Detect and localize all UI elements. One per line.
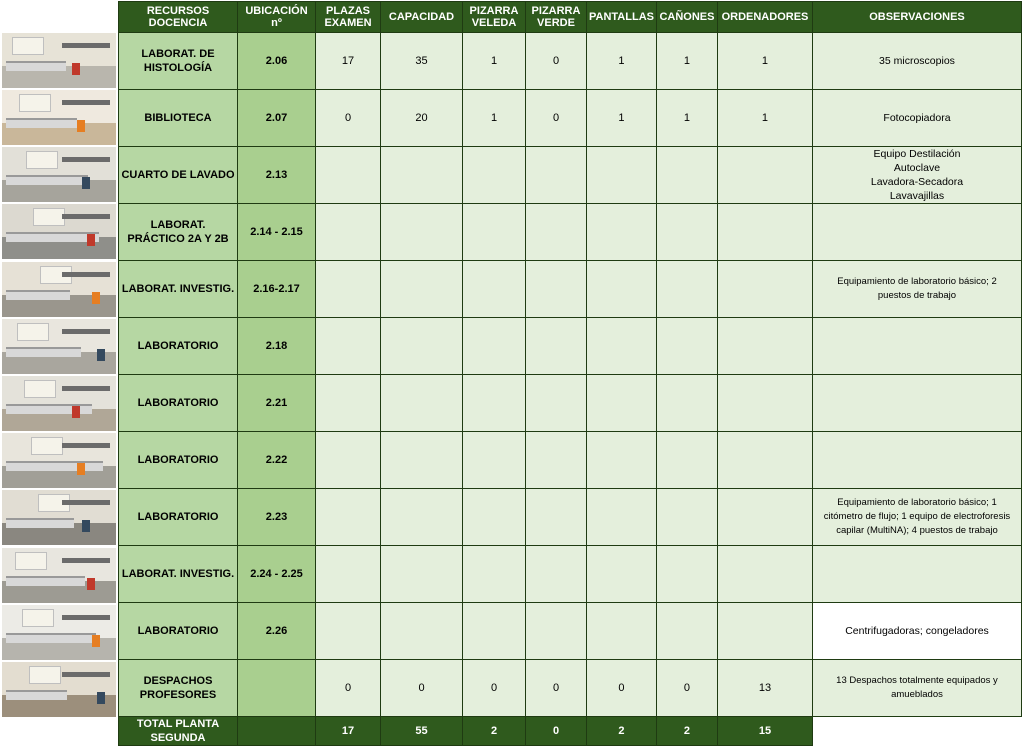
observacion-line: Fotocopiadora (883, 112, 951, 124)
ubicacion-cell: 2.06 (238, 33, 316, 90)
header-recursos: RECURSOS DOCENCIA (119, 2, 238, 33)
header-pizarra-verde: PIZARRA VERDE (526, 2, 587, 33)
plazas-cell (316, 432, 381, 489)
plazas-cell (316, 318, 381, 375)
plazas-cell: 17 (316, 33, 381, 90)
header-canones: CAÑONES (656, 2, 717, 33)
ubicacion-cell: 2.26 (238, 603, 316, 660)
table-row (119, 33, 1022, 90)
room-photo (2, 33, 116, 88)
veleda-cell (463, 261, 526, 318)
pantallas-cell (587, 204, 657, 261)
verde-cell (526, 318, 587, 375)
table-row (119, 603, 1022, 660)
room-photo (2, 490, 116, 545)
room-photo (2, 433, 116, 488)
header-row (119, 2, 1022, 33)
total-label: TOTAL PLANTA SEGUNDA (119, 717, 238, 746)
table-row (119, 204, 1022, 261)
verde-cell: 0 (526, 90, 587, 147)
capacidad-cell (381, 546, 463, 603)
veleda-cell (463, 375, 526, 432)
capacidad-cell (381, 603, 463, 660)
recurso-cell: LABORAT. INVESTIG. (119, 546, 238, 603)
ubicacion-cell: 2.23 (238, 489, 316, 546)
ubicacion-cell: 2.16-2.17 (238, 261, 316, 318)
room-photo (2, 605, 116, 660)
ubicacion-cell: 2.24 - 2.25 (238, 546, 316, 603)
observacion-line: capilar (MultiNA); 4 puestos de trabajo (836, 525, 998, 536)
ubicacion-cell: 2.14 - 2.15 (238, 204, 316, 261)
observacion-line: 13 Despachos totalmente equipados y (836, 675, 998, 686)
ordenadores-cell: 1 (717, 90, 812, 147)
verde-cell: 0 (526, 33, 587, 90)
plazas-cell: 0 (316, 90, 381, 147)
room-photo (2, 548, 116, 603)
header-observaciones: OBSERVACIONES (812, 2, 1021, 33)
total-plazas: 17 (316, 717, 381, 746)
capacidad-cell: 0 (381, 660, 463, 717)
canones-cell (656, 261, 717, 318)
ordenadores-cell: 13 (717, 660, 812, 717)
recurso-cell: LABORATORIO (119, 375, 238, 432)
total-ubicacion (238, 717, 316, 746)
ordenadores-cell (717, 432, 812, 489)
canones-cell (656, 318, 717, 375)
room-photo (2, 319, 116, 374)
observaciones-cell (812, 375, 1021, 432)
ordenadores-cell (717, 204, 812, 261)
table-row (119, 261, 1022, 318)
canones-cell (656, 603, 717, 660)
veleda-cell (463, 204, 526, 261)
ubicacion-cell (238, 660, 316, 717)
pantallas-cell (587, 546, 657, 603)
recurso-cell: LABORATORIO (119, 603, 238, 660)
observacion-line: Autoclave (893, 162, 941, 174)
header-pizarra-veleda: PIZARRA VELEDA (463, 2, 526, 33)
total-veleda: 2 (463, 717, 526, 746)
table-row (119, 660, 1022, 717)
plazas-cell (316, 603, 381, 660)
header-ordenadores: ORDENADORES (717, 2, 812, 33)
observaciones-cell (812, 147, 1021, 204)
recurso-cell: BIBLIOTECA (119, 90, 238, 147)
veleda-cell (463, 489, 526, 546)
observaciones-cell (812, 318, 1021, 375)
total-ordenadores: 15 (717, 717, 812, 746)
observaciones-cell (812, 33, 1021, 90)
veleda-cell (463, 546, 526, 603)
veleda-cell (463, 432, 526, 489)
ubicacion-cell: 2.21 (238, 375, 316, 432)
pantallas-cell: 1 (587, 90, 657, 147)
total-canones: 2 (656, 717, 717, 746)
table-row (119, 432, 1022, 489)
capacidad-cell (381, 375, 463, 432)
observacion-line: amueblados (891, 689, 943, 700)
ordenadores-cell (717, 375, 812, 432)
room-photo (2, 147, 116, 202)
pantallas-cell (587, 489, 657, 546)
header-plazas: PLAZAS EXAMEN (316, 2, 381, 33)
plazas-cell (316, 489, 381, 546)
header-ubicacion: UBICACIÓN nº (238, 2, 316, 33)
canones-cell (656, 432, 717, 489)
header-pantallas: PANTALLAS (587, 2, 657, 33)
canones-cell: 1 (656, 90, 717, 147)
observaciones-cell (812, 90, 1021, 147)
table-row (119, 546, 1022, 603)
table-row (119, 90, 1022, 147)
observacion-line: Equipamiento de laboratorio básico; 1 (837, 497, 997, 508)
observacion-line: puestos de trabajo (877, 290, 957, 301)
ordenadores-cell: 1 (717, 33, 812, 90)
observaciones-cell (812, 261, 1021, 318)
total-capacidad: 55 (381, 717, 463, 746)
pantallas-cell (587, 147, 657, 204)
pantallas-cell (587, 261, 657, 318)
ubicacion-cell: 2.07 (238, 90, 316, 147)
table-row (119, 489, 1022, 546)
room-photo (2, 262, 116, 317)
ubicacion-cell: 2.22 (238, 432, 316, 489)
ordenadores-cell (717, 261, 812, 318)
observacion-line: 35 microscopios (879, 55, 955, 67)
canones-cell (656, 546, 717, 603)
pantallas-cell (587, 375, 657, 432)
observaciones-cell (812, 432, 1021, 489)
observaciones-cell (812, 204, 1021, 261)
veleda-cell (463, 318, 526, 375)
capacidad-cell (381, 432, 463, 489)
recurso-cell: LABORATORIO (119, 318, 238, 375)
observaciones-cell (812, 546, 1021, 603)
verde-cell (526, 147, 587, 204)
veleda-cell: 1 (463, 90, 526, 147)
canones-cell: 1 (656, 33, 717, 90)
ubicacion-cell: 2.13 (238, 147, 316, 204)
pantallas-cell (587, 603, 657, 660)
room-photo (2, 662, 116, 717)
observacion-line: Equipo Destilación (873, 148, 961, 160)
veleda-cell: 0 (463, 660, 526, 717)
veleda-cell (463, 147, 526, 204)
capacidad-cell (381, 204, 463, 261)
observaciones-cell (812, 603, 1021, 660)
recurso-cell: LABORAT. INVESTIG. (119, 261, 238, 318)
header-capacidad: CAPACIDAD (381, 2, 463, 33)
verde-cell (526, 261, 587, 318)
canones-cell: 0 (656, 660, 717, 717)
pantallas-cell (587, 432, 657, 489)
verde-cell (526, 546, 587, 603)
room-photo (2, 376, 116, 431)
ordenadores-cell (717, 147, 812, 204)
resources-table (118, 1, 1022, 746)
observacion-line: Equipamiento de laboratorio básico; 2 (837, 276, 997, 287)
capacidad-cell (381, 147, 463, 204)
plazas-cell (316, 204, 381, 261)
canones-cell (656, 204, 717, 261)
table-row (119, 318, 1022, 375)
verde-cell (526, 375, 587, 432)
verde-cell (526, 432, 587, 489)
recurso-cell: DESPACHOS PROFESORES (119, 660, 238, 717)
canones-cell (656, 375, 717, 432)
observacion-line: Lavadora-Secadora (870, 176, 964, 188)
pantallas-cell: 0 (587, 660, 657, 717)
verde-cell (526, 489, 587, 546)
recurso-cell: LABORAT. PRÁCTICO 2A Y 2B (119, 204, 238, 261)
pantallas-cell (587, 318, 657, 375)
room-photo (2, 90, 116, 145)
table-row (119, 375, 1022, 432)
capacidad-cell (381, 489, 463, 546)
ubicacion-cell: 2.18 (238, 318, 316, 375)
total-pantallas: 2 (587, 717, 657, 746)
canones-cell (656, 489, 717, 546)
recurso-cell: LABORATORIO (119, 489, 238, 546)
ordenadores-cell (717, 546, 812, 603)
capacidad-cell (381, 318, 463, 375)
table-row (119, 147, 1022, 204)
total-blank (812, 717, 1021, 746)
verde-cell (526, 204, 587, 261)
observacion-line: citómetro de flujo; 1 equipo de electroforesis (823, 511, 1011, 522)
verde-cell: 0 (526, 660, 587, 717)
plazas-cell (316, 147, 381, 204)
observaciones-cell (812, 489, 1021, 546)
ordenadores-cell (717, 489, 812, 546)
total-verde: 0 (526, 717, 587, 746)
plazas-cell (316, 375, 381, 432)
canones-cell (656, 147, 717, 204)
capacidad-cell: 20 (381, 90, 463, 147)
capacidad-cell: 35 (381, 33, 463, 90)
plazas-cell (316, 546, 381, 603)
recurso-cell: LABORAT. DE HISTOLOGÍA (119, 33, 238, 90)
observaciones-cell (812, 660, 1021, 717)
ordenadores-cell (717, 603, 812, 660)
observacion-line: Lavavajillas (889, 190, 945, 202)
observacion-line: Centrifugadoras; congeladores (845, 625, 989, 637)
ordenadores-cell (717, 318, 812, 375)
pantallas-cell: 1 (587, 33, 657, 90)
veleda-cell (463, 603, 526, 660)
room-photo (2, 204, 116, 259)
recurso-cell: LABORATORIO (119, 432, 238, 489)
total-row (119, 717, 1022, 746)
plazas-cell (316, 261, 381, 318)
plazas-cell: 0 (316, 660, 381, 717)
recurso-cell: CUARTO DE LAVADO (119, 147, 238, 204)
capacidad-cell (381, 261, 463, 318)
veleda-cell: 1 (463, 33, 526, 90)
verde-cell (526, 603, 587, 660)
